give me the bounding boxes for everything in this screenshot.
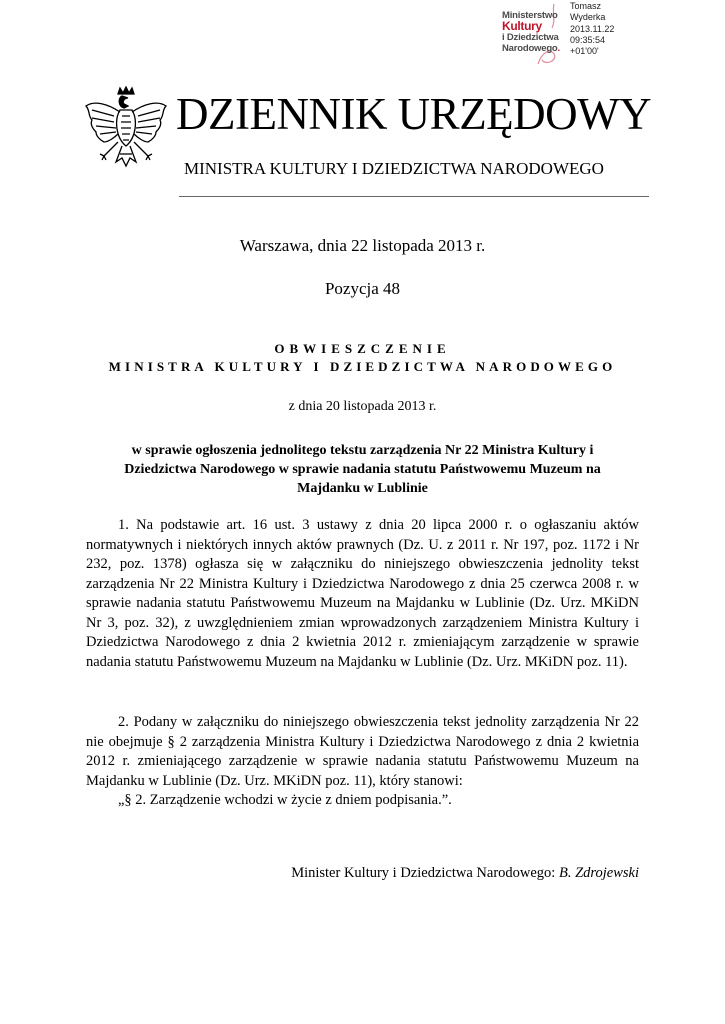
header-divider bbox=[179, 196, 649, 197]
ministry-logo bbox=[502, 10, 572, 54]
quoted-provision: „§ 2. Zarządzenie wchodzi w życie z dniem podpisania.”. bbox=[118, 792, 452, 808]
position-number: Pozycja 48 bbox=[324, 279, 401, 298]
logo-line-2: Kultury bbox=[502, 19, 542, 33]
signature-block bbox=[291, 864, 639, 883]
logo-line-1: Ministerstwo bbox=[502, 10, 558, 21]
signature-time: 09:35:54 bbox=[570, 34, 606, 45]
act-issuer: MINISTRA KULTURY I DZIEDZICTWA NARODOWEGO bbox=[108, 359, 617, 374]
signer-last-name: Wyderka bbox=[570, 12, 606, 23]
signature-timezone: +01'00' bbox=[570, 46, 599, 57]
signer-first-name: Tomasz bbox=[570, 1, 602, 11]
act-type: OBWIESZCZENIE bbox=[274, 341, 451, 356]
paragraph-1: 1. Na podstawie art. 16 ust. 3 ustawy z dnia 20 lipca 2000 r. o ogłaszaniu aktów normatywnych i niektórych innych aktów prawnych (Dz. U. z 2011 r. Nr 197, poz. 1172 i Nr 232, poz. 1378) ogłasza się w załączniku do niniejszego obwieszczenia jednolity tekst zarządzenia Nr 22 Ministra Kultury i Dziedzictwa Narodowego z dnia 25 czerwca 2008 r. w sprawie nadania statutu Państwowemu Muzeum na Majdanku w Lublinie (Dz. Urz. MKiDN Nr 3, poz. 32), z uwzględnieniem zmian wprowadzonych zarządzeniem Ministra Kultury i Dziedzictwa Narodowego z dnia 2 kwietnia 2012 r. zmieniającym zarządzenie w sprawie nadania statutu Państwowemu Muzeum na Majdanku w Lublinie (Dz. Urz. MKiDN poz. 11). bbox=[86, 517, 639, 670]
signature-details bbox=[570, 1, 614, 57]
logo-line-3: i Dziedzictwa bbox=[502, 32, 559, 43]
journal-subtitle: MINISTRA KULTURY I DZIEDZICTWA NARODOWEGO bbox=[184, 159, 604, 178]
place-and-date: Warszawa, dnia 22 listopada 2013 r. bbox=[239, 236, 486, 255]
paragraph-2: 2. Podany w załączniku do niniejszego obwieszczenia tekst jednolity zarządzenia Nr 22 nie obejmuje § 2 zarządzenia Ministra Kultury i Dziedzictwa Narodowego z dnia 2 kwietnia 2012 r. zmieniającego zarządzenie w sprawie nadania statutu Państwowemu Muzeum na Majdanku w Lublinie (Dz. Urz. MKiDN poz. 11), który stanowi: bbox=[86, 714, 639, 789]
signer-name: B. Zdrojewski bbox=[558, 865, 639, 881]
signature-date: 2013.11.22 bbox=[570, 23, 615, 34]
signer-role: Minister Kultury i Dziedzictwa Narodowego: bbox=[291, 865, 556, 881]
act-subject: w sprawie ogłoszenia jednolitego tekstu zarządzenia Nr 22 Ministra Kultury i Dziedzictwa Narodowego w sprawie nadania statutu Państwowemu Muzeum na Majdanku w Lublinie bbox=[124, 443, 601, 496]
logo-line-4: Narodowego. bbox=[502, 43, 560, 54]
journal-title: DZIENNIK URZĘDOWY bbox=[176, 89, 652, 139]
digital-signature-stamp bbox=[498, 0, 628, 70]
polish-eagle-emblem-icon bbox=[84, 86, 168, 186]
act-date: z dnia 20 listopada 2013 r. bbox=[288, 399, 437, 414]
